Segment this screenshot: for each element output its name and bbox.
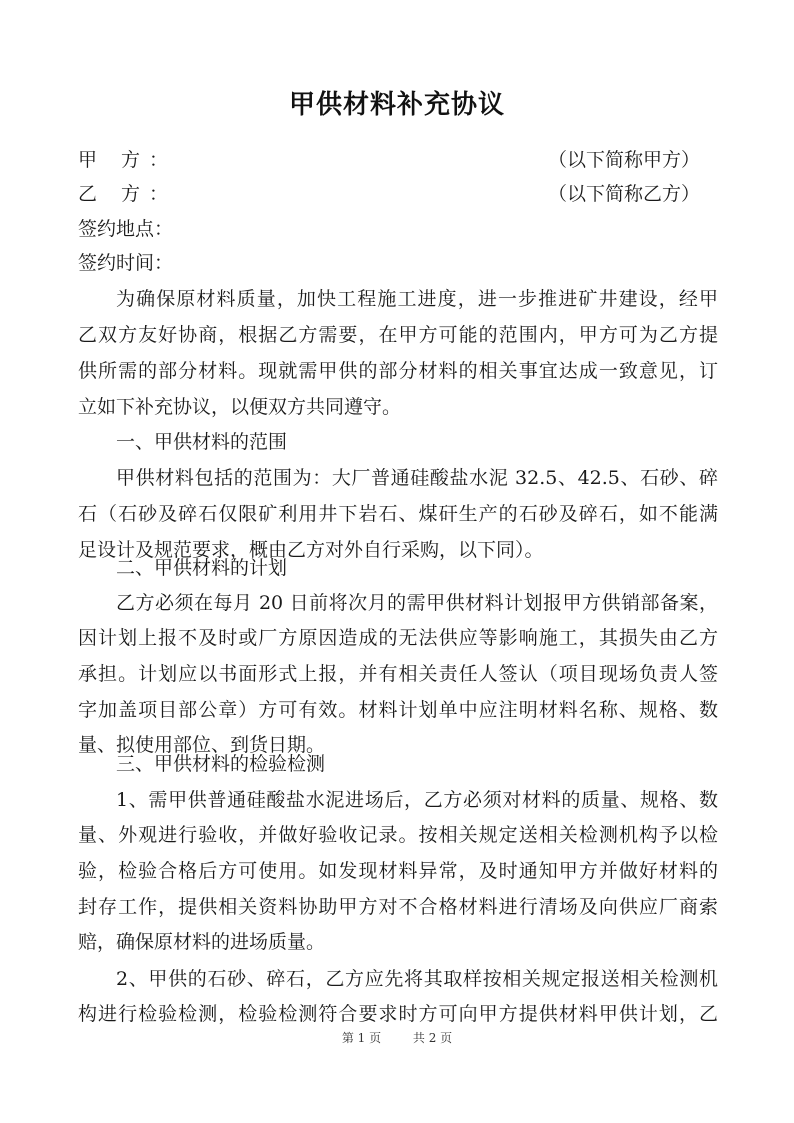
section-heading-inspection: 三、甲供材料的检验检测 bbox=[116, 753, 326, 775]
section-line: 构进行检验检测，检验检测符合要求时方可向甲方提供材料甲供计划，乙 bbox=[78, 1003, 718, 1025]
section-line: 足设计及规范要求，概由乙方对外自行采购，以下同）。 bbox=[78, 539, 544, 561]
section-line: 甲供材料包括的范围为：大厂普通硅酸盐水泥 32.5、42.5、石砂、碎 bbox=[116, 467, 718, 489]
section-line: 1、需甲供普通硅酸盐水泥进场后，乙方必须对材料的质量、规格、数 bbox=[116, 789, 718, 811]
section-line: 承担。计划应以书面形式上报，并有相关责任人签认（项目现场负责人签 bbox=[78, 663, 718, 685]
intro-line: 乙双方友好协商，根据乙方需要，在甲方可能的范围内，甲方可为乙方提 bbox=[78, 324, 718, 346]
section-line: 因计划上报不及时或厂方原因造成的无法供应等影响施工，其损失由乙方 bbox=[78, 627, 718, 649]
section-line: 封存工作，提供相关资料协助甲方对不合格材料进行清场及向供应厂商索 bbox=[78, 896, 718, 918]
intro-line: 为确保原材料质量，加快工程施工进度，进一步推进矿井建设，经甲 bbox=[116, 288, 718, 310]
party-a-note: （以下简称甲方） bbox=[548, 149, 701, 171]
party-b-label-right: 方： bbox=[121, 183, 168, 205]
page-footer bbox=[0, 1029, 794, 1046]
party-b-note: （以下简称乙方） bbox=[548, 183, 701, 205]
section-line: 字加盖项目部公章）方可有效。材料计划单中应注明材料名称、规格、数 bbox=[78, 699, 718, 721]
party-a-label bbox=[78, 143, 168, 177]
sign-time-label: 签约时间： bbox=[78, 252, 174, 274]
current-page-indicator: 第 1 页 bbox=[341, 1031, 382, 1045]
section-line: 2、甲供的石砂、碎石，乙方应先将其取样按相关规定报送相关检测机 bbox=[116, 968, 718, 990]
party-a-label-left: 甲 bbox=[78, 149, 106, 171]
total-pages-indicator: 共 2 页 bbox=[412, 1031, 453, 1045]
intro-line: 供所需的部分材料。现就需甲供的部分材料的相关事宜达成一致意见，订 bbox=[78, 360, 718, 382]
section-line: 石（石砂及碎石仅限矿利用井下岩石、煤矸生产的石砂及碎石，如不能满 bbox=[78, 503, 718, 525]
sign-place-label: 签约地点： bbox=[78, 218, 174, 240]
party-b-label-left: 乙 bbox=[78, 183, 106, 205]
section-line: 验，检验合格后方可使用。如发现材料异常，及时通知甲方并做好材料的 bbox=[78, 860, 718, 882]
party-a-label-right: 方： bbox=[121, 149, 168, 171]
section-line: 乙方必须在每月 20 日前将次月的需甲供材料计划报甲方供销部备案， bbox=[116, 592, 718, 614]
intro-line: 立如下补充协议，以便双方共同遵守。 bbox=[78, 396, 402, 418]
party-b-label bbox=[78, 177, 168, 211]
document-title: 甲供材料补充协议 bbox=[288, 90, 505, 120]
section-line: 量、外观进行验收，并做好验收记录。按相关规定送相关检测机构予以检 bbox=[78, 824, 718, 846]
section-heading-plan: 二、甲供材料的计划 bbox=[116, 557, 288, 579]
section-heading-scope: 一、甲供材料的范围 bbox=[116, 431, 288, 453]
section-line: 量、拟使用部位、到货日期。 bbox=[78, 734, 326, 756]
section-line: 赔，确保原材料的进场质量。 bbox=[78, 931, 326, 953]
